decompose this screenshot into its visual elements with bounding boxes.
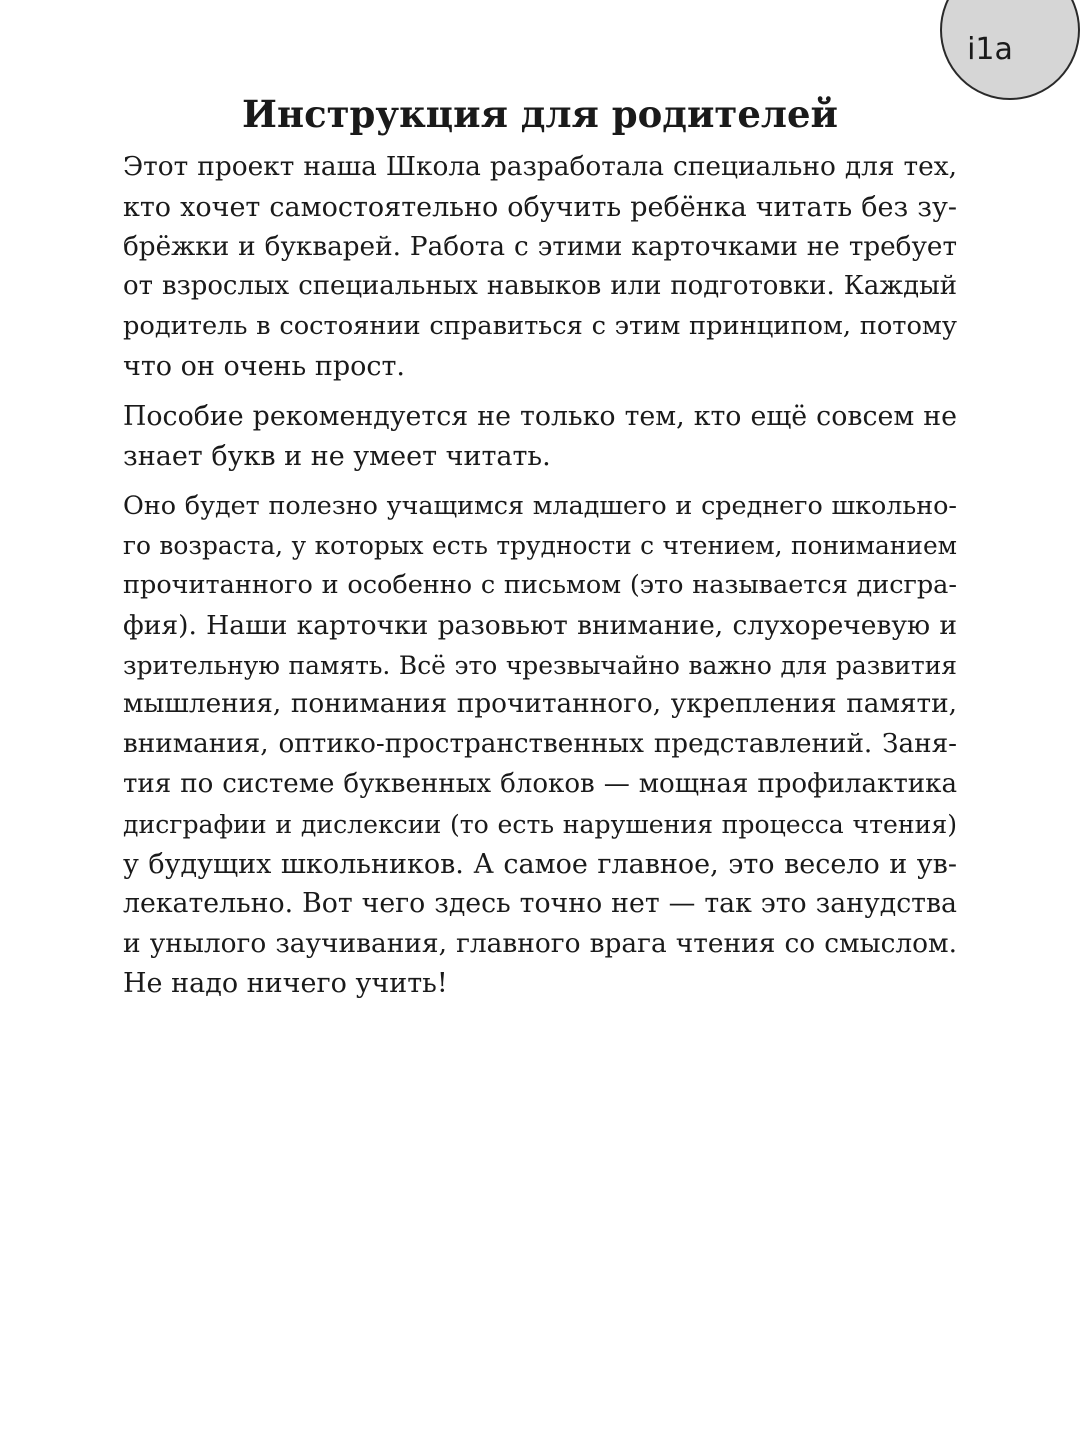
text-line: Пособие рекомендуется не только тем, кто ещё совсем не bbox=[123, 400, 957, 432]
paragraph-3 bbox=[123, 486, 957, 1003]
text-line: от взрослых специальных навыков или подготовки. Каждый bbox=[123, 271, 957, 302]
text-line: лекательно. Вот чего здесь точно нет — так это занудства bbox=[123, 888, 957, 920]
paragraph-2 bbox=[123, 397, 957, 477]
text-line: Не надо ничего учить! bbox=[123, 967, 448, 999]
text-line: Этот проект наша Школа разработала специально для тех, bbox=[123, 152, 957, 182]
body-text bbox=[123, 148, 957, 1014]
text-line: у будущих школьников. А самое главное, это весело и ув- bbox=[123, 848, 957, 880]
text-line: го возраста, у которых есть трудности с чтением, пониманием bbox=[123, 531, 957, 561]
text-line: тия по системе буквенных блоков — мощная профилактика bbox=[123, 768, 957, 799]
text-line: родитель в состоянии справиться с этим принципом, потому bbox=[123, 311, 957, 342]
page-title: Инструкция для родителей bbox=[242, 92, 838, 136]
text-line: зрительную память. Всё это чрезвычайно важно для развития bbox=[123, 650, 957, 680]
text-line: мышления, понимания прочитанного, укрепления памяти, bbox=[123, 689, 957, 720]
text-line: и унылого заучивания, главного врага чтения со смыслом. bbox=[123, 928, 957, 960]
text-line: фия). Наши карточки разовьют внимание, слухоречевую и bbox=[123, 609, 957, 641]
text-line: дисграфии и дислексии (то есть нарушения процесса чтения) bbox=[123, 809, 957, 839]
text-line: Оно будет полезно учащимся младшего и среднего школьно- bbox=[123, 490, 957, 521]
text-line: что он очень прост. bbox=[123, 350, 405, 382]
text-line: прочитанного и особенно с письмом (это называется дисгра- bbox=[123, 569, 957, 600]
paragraph-1 bbox=[123, 148, 957, 387]
text-line: брёжки и букварей. Работа с этими карточками не требует bbox=[123, 231, 957, 262]
page-tab-label: i1a bbox=[967, 32, 1013, 67]
text-line: знает букв и не умеет читать. bbox=[123, 440, 551, 472]
text-line: кто хочет самостоятельно обучить ребёнка читать без зу- bbox=[123, 191, 957, 223]
text-line: внимания, оптико-пространственных представлений. Заня- bbox=[123, 729, 957, 760]
